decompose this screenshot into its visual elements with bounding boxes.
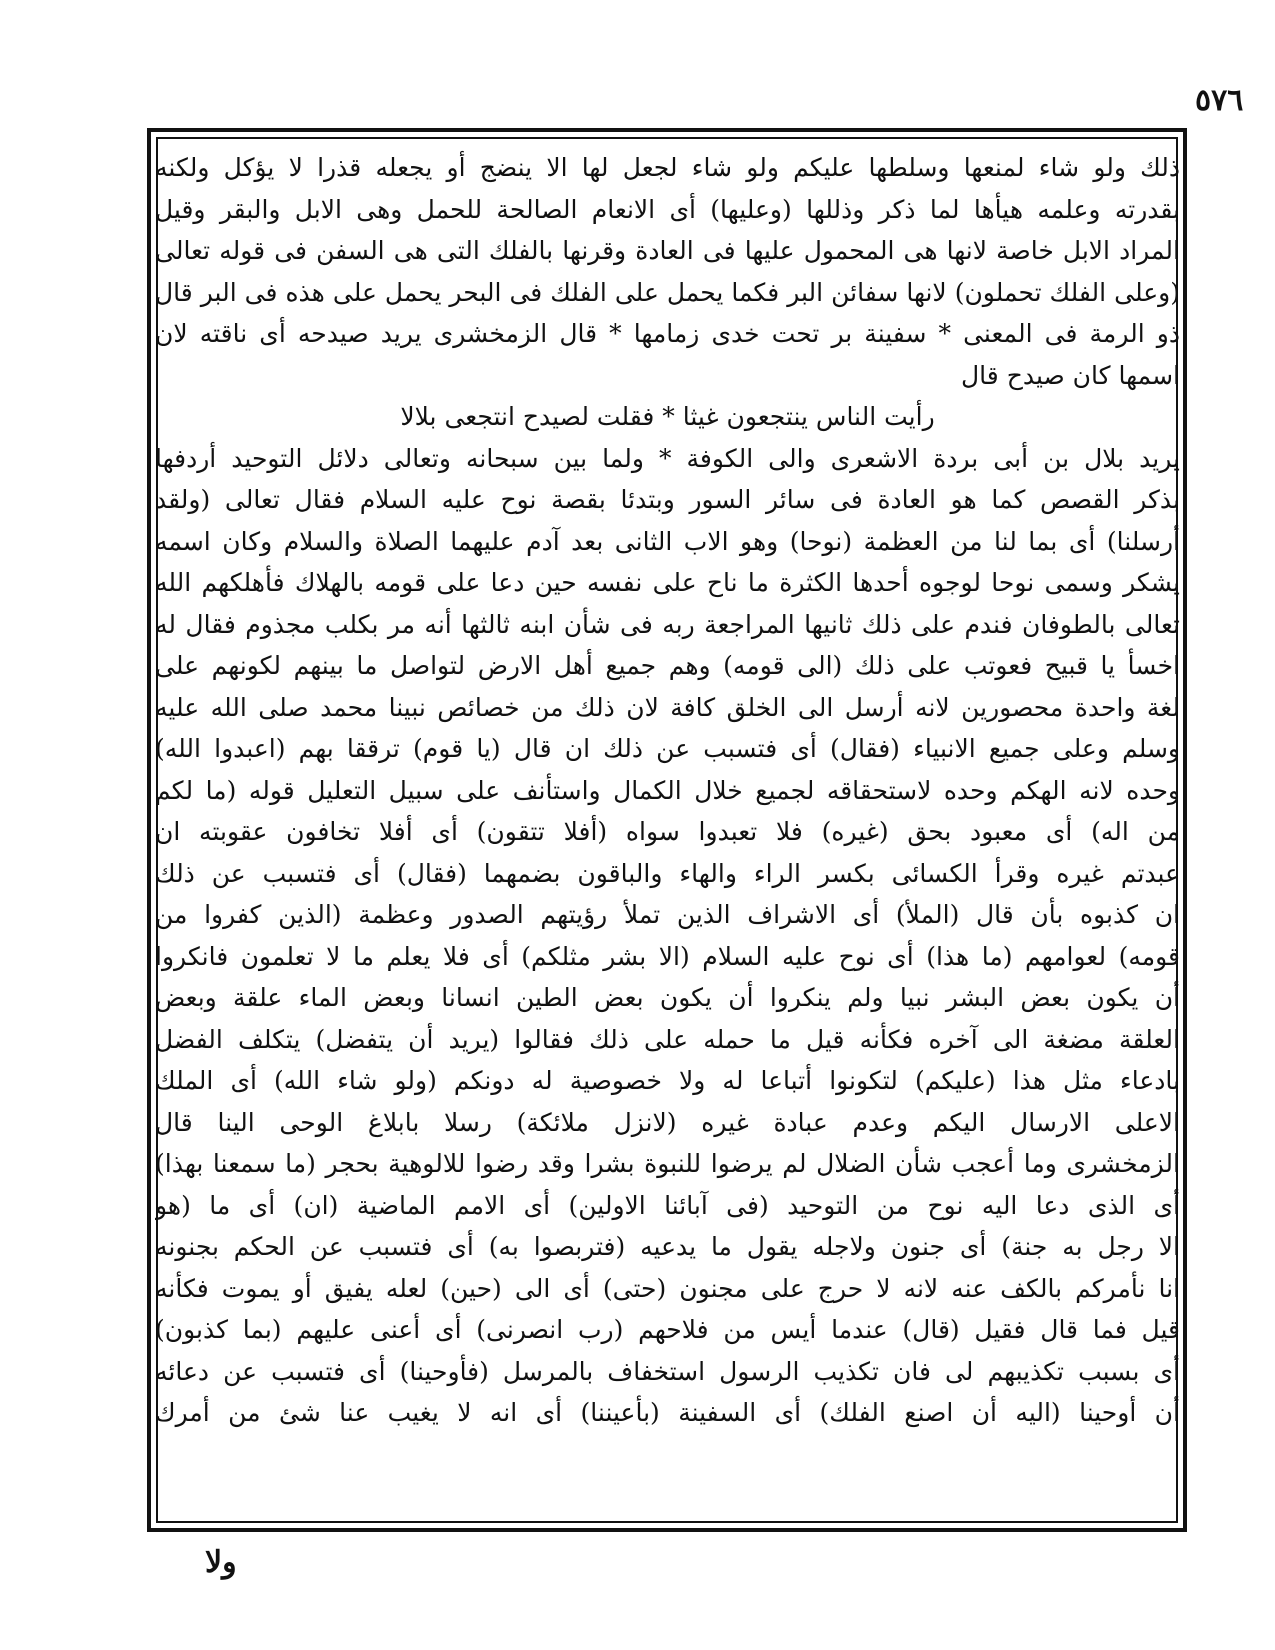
text-line: وحده لانه الهكم وحده لاستحقاقه لجميع خلال الكمال واستأنف على سبيل التعليل قوله (ما لكم xyxy=(155,775,1180,805)
catchword: ولا xyxy=(205,1545,237,1580)
text-line: ذلك ولو شاء لمنعها وسلطها عليكم ولو شاء لجعل لها الا ينضج أو يجعله قذرا لا يؤكل ولكنه xyxy=(155,153,1180,182)
text-line: أن أوحينا (اليه أن اصنع الفلك) أى السفينة (بأعيننا) أى انه لا يغيب عنا شئ من أمرك xyxy=(155,1398,1180,1427)
text-line: أى الذى دعا اليه نوح من التوحيد (فى آبائنا الاولين) أى الامم الماضية (ان) أى ما (هو xyxy=(155,1190,1180,1220)
text-line: الاعلى الارسال اليكم وعدم عبادة غيره (لانزل ملائكة) رسلا بابلاغ الوحى الينا قال xyxy=(155,1107,1180,1137)
text-line: أى بسبب تكذيبهم لى فان تكذيب الرسول استخفاف بالمرسل (فأوحينا) أى فتسبب عن دعائه xyxy=(155,1356,1180,1386)
text-line: اسمها كان صيدح قال xyxy=(961,360,1180,390)
text-line: يريد بلال بن أبى بردة الاشعرى والى الكوفة * ولما بين سبحانه وتعالى دلائل التوحيد أردفها xyxy=(155,443,1180,473)
text-line: وسلم وعلى جميع الانبياء (فقال) أى فتسبب عن ذلك ان قال (يا قوم) ترققا بهم (اعبدوا الله) xyxy=(155,734,1180,763)
text-line: ان كذبوه بأن قال (الملأ) أى الاشراف الذين تملأ رؤيتهم الصدور وعظمة (الذين كفروا من xyxy=(155,900,1180,929)
text-line: (وعلى الفلك تحملون) لانها سفائن البر فكما يحمل على الفلك فى البحر يحمل على هذه فى البر قال xyxy=(155,277,1180,307)
text-line: قومه) لعوامهم (ما هذا) أى نوح عليه السلام (الا بشر مثلكم) أى فلا يعلم ما لا تعلمون فانكروا xyxy=(155,941,1180,971)
text-line: انا نأمركم بالكف عنه لانه لا حرج على مجنون (حتى) أى الى (حين) لعله يفيق أو يموت فكأنه xyxy=(155,1273,1180,1303)
text-line: عبدتم غيره وقرأ الكسائى بكسر الراء والهاء والباقون بضمهما (فقال) أى فتسبب عن ذلك xyxy=(155,858,1180,888)
text-line: أن يكون بعض البشر نبيا ولم ينكروا أن يكون بعض الطين انسانا وبعض الماء علقة وبعض xyxy=(155,983,1180,1012)
text-line: تعالى بالطوفان فندم على ذلك ثانيها المراجعة ربه فى شأن ابنه ثالثها أنه مر بكلب مجذوم فقال له xyxy=(155,609,1180,639)
text-line: من اله) أى معبود بحق (غيره) فلا تعبدوا سواه (أفلا تتقون) أى أفلا تخافون عقوبته ان xyxy=(155,817,1180,846)
text-line: بادعاء مثل هذا (عليكم) لتكونوا أتباعا له ولا خصوصية له دونكم (ولو شاء الله) أى الملك xyxy=(155,1066,1180,1095)
text-line: يشكر وسمى نوحا لوجوه أحدها الكثرة ما ناح على نفسه حين دعا على قومه بالهلاك فأهلكهم الله xyxy=(155,568,1180,597)
text-line: قيل فما قال فقيل (قال) عندما أيس من فلاحهم (رب انصرنى) أى أعنى عليهم (بما كذبون) xyxy=(155,1315,1180,1344)
page-number: ٥٧٦ xyxy=(1195,83,1244,118)
text-line: اخسأ يا قبيح فعوتب على ذلك (الى قومه) وهم جميع أهل الارض لتواصل ما بينهم لكونهم على xyxy=(155,651,1180,680)
text-line: العلقة مضغة الى آخره فكأنه قيل ما حمله على ذلك فقالوا (يريد أن يتفضل) يتكلف الفضل xyxy=(155,1024,1180,1054)
verse-line: رأيت الناس ينتجعون غيثا * فقلت لصيدح انتجعى بلالا xyxy=(400,402,935,431)
text-line: لغة واحدة محصورين لانه أرسل الى الخلق كافة لان ذلك من خصائص نبينا محمد صلى الله عليه xyxy=(155,692,1180,722)
text-line: بذكر القصص كما هو العادة فى سائر السور وبتدئا بقصة نوح عليه السلام فقال تعالى (ولقد xyxy=(155,485,1180,514)
text-line: الا رجل به جنة) أى جنون ولاجله يقول ما يدعيه (فتربصوا به) أى فتسبب عن الحكم بجنونه xyxy=(155,1232,1180,1261)
text-line: الزمخشرى وما أعجب شأن الضلال لم يرضوا للنبوة بشرا وقد رضوا للالوهية بحجر (ما سمعنا بهذا) xyxy=(155,1149,1180,1178)
main-text xyxy=(155,147,1180,1434)
text-line: المراد الابل خاصة لانها هى المحمول عليها فى العادة وقرنها بالفلك التى هى السفن فى قوله تعالى xyxy=(155,236,1180,265)
text-line: بقدرته وعلمه هيأها لما ذكر وذللها (وعليها) أى الانعام الصالحة للحمل وهى الابل والبقر وقيل xyxy=(155,194,1180,224)
text-line: ذو الرمة فى المعنى * سفينة بر تحت خدى زمامها * قال الزمخشرى يريد صيدحه أى ناقته لان xyxy=(155,319,1180,348)
text-line: أرسلنا) أى بما لنا من العظمة (نوحا) وهو الاب الثانى بعد آدم عليهما الصلاة والسلام وكان اسمه xyxy=(155,526,1180,556)
